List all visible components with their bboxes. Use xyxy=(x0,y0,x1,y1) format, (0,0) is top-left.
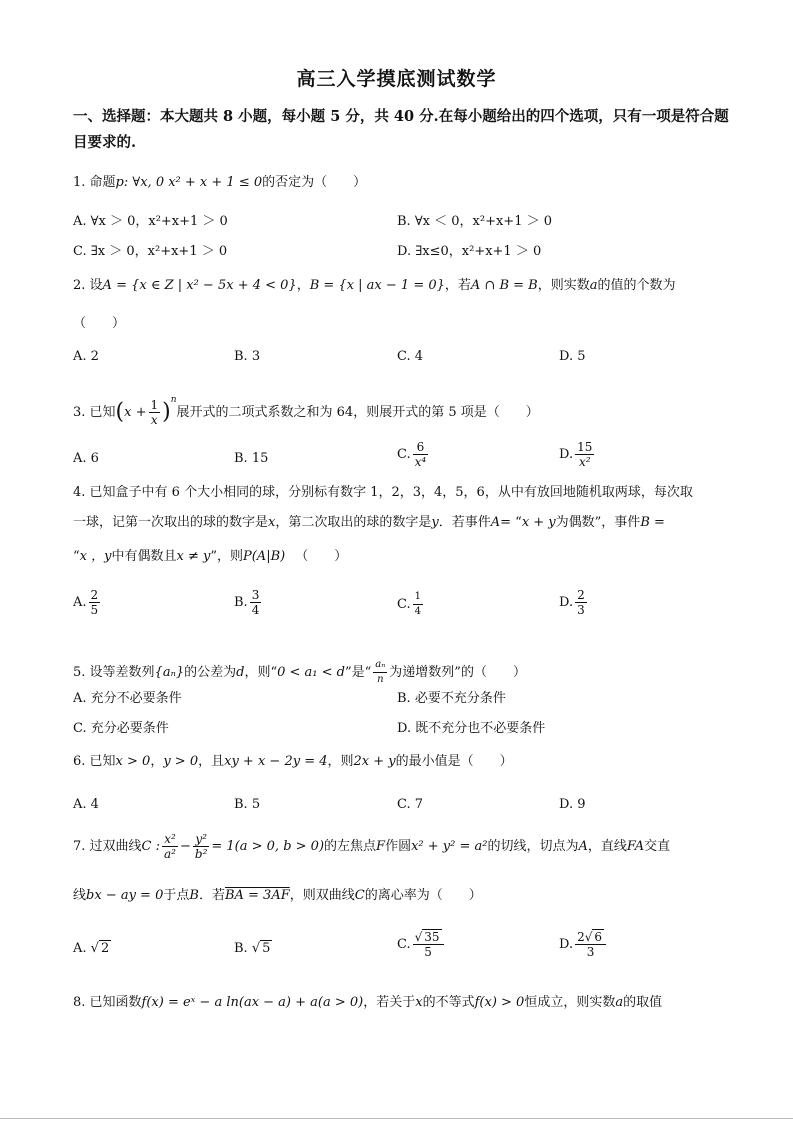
q4-option-b: B. $\frac{3}{4}$ xyxy=(234,588,260,617)
q2-option-a: A. 2 xyxy=(73,349,99,364)
q1-option-c: C. ∃x ＞ 0，x²+x+1 ＞ 0 xyxy=(73,244,228,259)
q3-expr: x + xyxy=(124,405,147,420)
q6-option-b: B. 5 xyxy=(234,797,261,812)
q4-line-2: 一球，记第一次取出的球的数字是x，第二次取出的球的数字是y．若事件A= “x + y为偶数”，事件B = xyxy=(73,515,665,530)
q2-condition: A ∩ B = B xyxy=(470,278,538,293)
q1-option-a: A. ∀x ＞ 0，x²+x+1 ＞ 0 xyxy=(73,214,228,229)
q7-line-2: 线bx − ay = 0于点B．若BA = 3AF，则双曲线C的离心率为（ ） xyxy=(73,888,482,903)
q7-option-a: A. √ 2 xyxy=(73,941,110,956)
q6-option-c: C. 7 xyxy=(397,797,424,812)
question-8: 8. 已知函数f(x) = eˣ − a ln(ax − a) + a(a > 0)，若关于x的不等式f(x) > 0恒成立，则实数a的取值 xyxy=(73,995,663,1010)
q2-set-b: B = {x | ax − 1 = 0} xyxy=(309,278,445,293)
q7-option-d: D. $\frac{2√ 6}{3}$ xyxy=(559,930,608,959)
q3-prefix: 3. 已知 xyxy=(73,405,116,420)
q6-option-d: D. 9 xyxy=(559,797,586,812)
q6-option-a: A. 4 xyxy=(73,797,99,812)
q1-suffix: 的否定为（ ） xyxy=(262,175,367,190)
q5-option-b: B. 必要不充分条件 xyxy=(397,691,506,706)
q4-line-1: 4. 已知盒子中有 6 个大小相同的球，分别标有数字 1，2，3，4，5，6，从中有放回地随机取两球，每次取 xyxy=(73,485,693,500)
q2-suffix: ，则实数 xyxy=(537,278,590,293)
section-heading: 一、选择题：本大题共 8 小题，每小题 5 分，共 40 分.在每小题给出的四个选项，只有一项是符合题目要求的. xyxy=(73,108,729,151)
q2-suffix2: 的值的个数为 xyxy=(597,278,676,293)
q7-line-1: 7. 过双曲线C : $\frac{\text{x²}}{\text{a²}}$ − $\frac{\text{y²}}{\text{b²}}$ = 1(a > 0, b > 0)的左焦点F作圆x² + y² = a²的切线，切点为A，直线FA交直 xyxy=(73,832,671,861)
q4-option-d: D. $\frac{2}{3}$ xyxy=(559,588,585,617)
q1-formula: p: ∀x, 0 x² + x + 1 ≤ 0 xyxy=(115,175,263,190)
q4-line-3: “x ，y中有偶数且x ≠ y”，则P(A|B) （ ） xyxy=(73,549,348,564)
q2-cond-prefix: ，若 xyxy=(444,278,471,293)
q2-var: a xyxy=(589,278,598,293)
question-2 xyxy=(73,277,676,295)
q4-option-a: A. $\frac{2}{5}$ xyxy=(73,588,99,617)
q1-option-b: B. ∀x ＜ 0，x²+x+1 ＞ 0 xyxy=(397,214,552,229)
q2-sep: ， xyxy=(296,278,310,293)
q2-set-a: A = {x ∈ Z | x² − 5x + 4 < 0} xyxy=(102,278,297,293)
q2-option-b: B. 3 xyxy=(234,349,261,364)
q5-option-c: C. 充分必要条件 xyxy=(73,721,169,736)
q2-option-c: C. 4 xyxy=(397,349,424,364)
page-title: 高三入学摸底测试数学 xyxy=(296,68,497,90)
q3-option-b: B. 15 xyxy=(234,451,269,466)
q2-paren: （ ） xyxy=(73,316,126,331)
q3-fraction: $\frac{1}{x}$ xyxy=(150,398,159,427)
q2-option-d: D. 5 xyxy=(559,349,586,364)
q3-option-d: D. $\frac{15}{\text{x²}}$ xyxy=(559,440,593,469)
question-6: 6. 已知x > 0，y > 0，且xy + x − 2y = 4，则2x + y的最小值是（ ） xyxy=(73,754,513,769)
question-1 xyxy=(73,174,366,192)
q3-option-a: A. 6 xyxy=(73,451,99,466)
q4-option-c: C. $\frac{1}{4}$ xyxy=(397,591,421,617)
q5-option-d: D. 既不充分也不必要条件 xyxy=(397,721,546,736)
question-3: 3. 已知(x + $\frac{1}{x}$ )$^n$展开式的二项式系数之和为 64，则展开式的第 5 项是（ ） xyxy=(73,395,539,427)
q7-option-b: B. √ 5 xyxy=(234,941,271,956)
q2-prefix: 2. 设 xyxy=(73,278,103,293)
q1-prefix: 1. 命题 xyxy=(73,175,116,190)
page-bottom-divider xyxy=(0,1118,793,1119)
question-5: 5. 设等差数列{aₙ}的公差为d，则“0 < a₁ < d”是“ $\frac{\text{aₙ}}{n}$ 为递增数列”的（ ） xyxy=(73,659,526,685)
q3-suffix: 展开式的二项式系数之和为 64，则展开式的第 5 项是（ ） xyxy=(176,405,539,420)
q7-option-c: C. $\frac{√ 35}{5}$ xyxy=(397,930,446,959)
q3-option-c: C. $\frac{6}{\text{x⁴}}$ xyxy=(397,440,427,469)
q1-option-d: D. ∃x≤0，x²+x+1 ＞ 0 xyxy=(397,244,542,259)
q5-option-a: A. 充分不必要条件 xyxy=(73,691,182,706)
q3-exponent: n xyxy=(170,395,177,405)
